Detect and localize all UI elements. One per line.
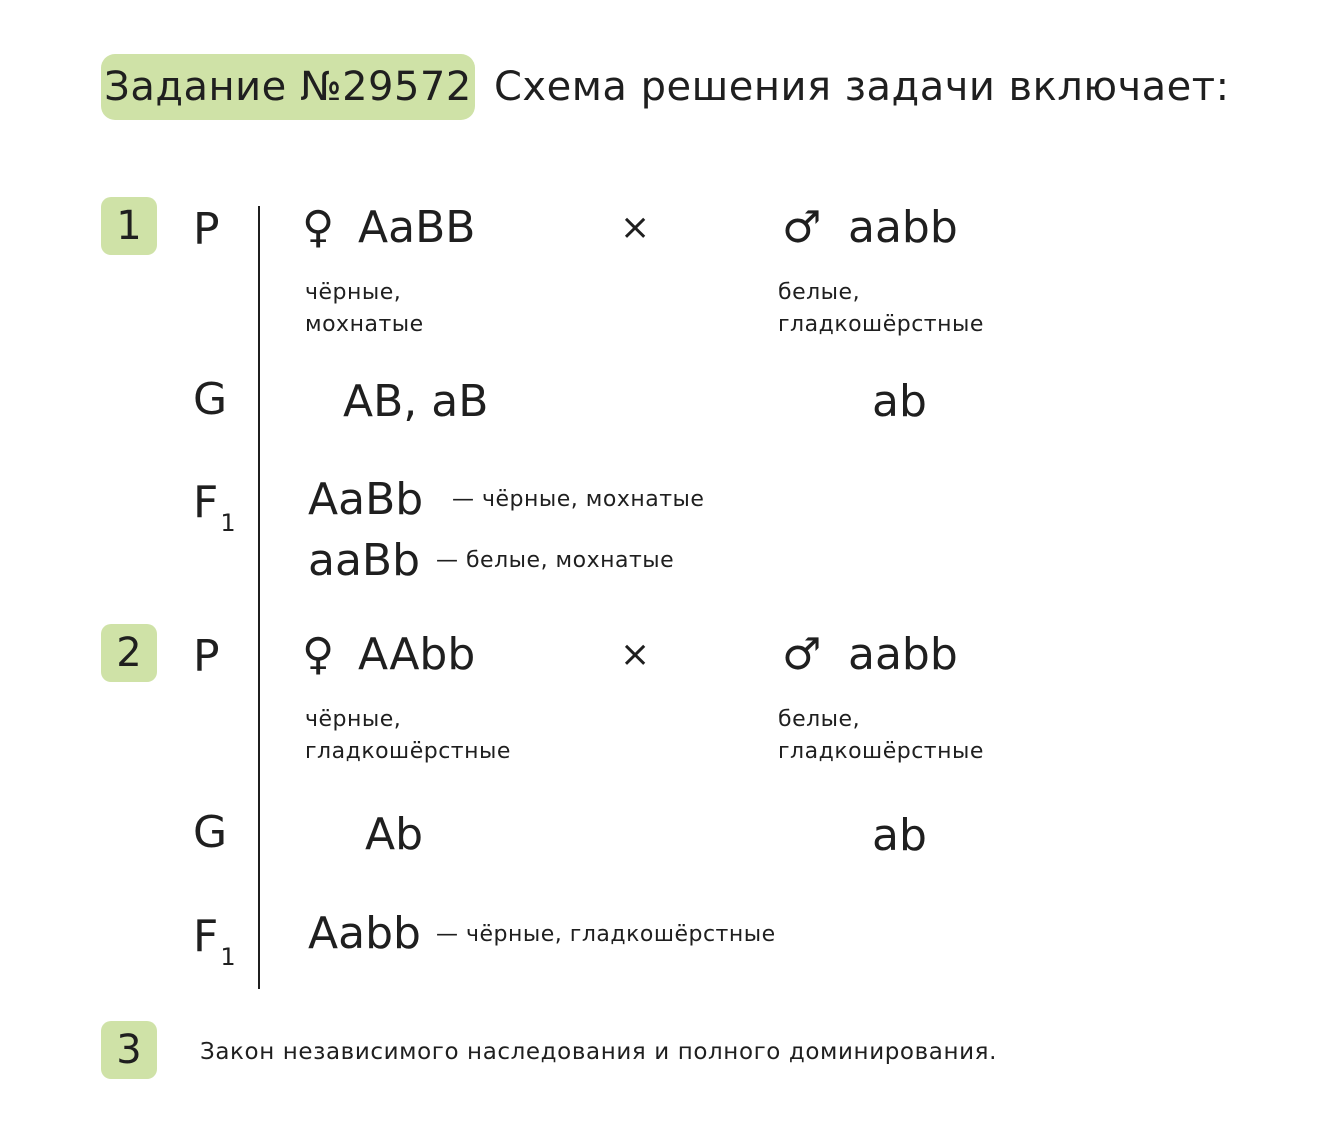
- step-1-female-gametes: AB, aB: [343, 376, 489, 427]
- step-1-female-phenotype-line-1: чёрные,: [305, 280, 402, 305]
- step-1-parents-label: P: [193, 204, 220, 255]
- female-symbol-icon: ♀: [302, 202, 335, 253]
- male-symbol-icon: ♂: [782, 629, 822, 680]
- cross-symbol-icon: ×: [620, 634, 651, 675]
- step-1-f1-label: $F_1$: [193, 477, 236, 537]
- step-1-male-phenotype-line-2: гладкошёрстные: [778, 312, 984, 337]
- step-1-male-gametes: ab: [872, 376, 927, 427]
- step-2-f1-phenotype-1: — чёрные, гладкошёрстные: [436, 922, 776, 947]
- step-1-female-phenotype-line-2: мохнатые: [305, 312, 424, 337]
- step-1-f1-genotype-2: aaBb: [308, 535, 421, 586]
- step-3-conclusion-text: Закон независимого наследования и полного доминирования.: [200, 1039, 997, 1065]
- step-2-gametes-label: G: [193, 807, 228, 858]
- step-2-female-genotype: AAbb: [358, 629, 476, 680]
- step-2-f1-genotype-1: Aabb: [308, 908, 421, 959]
- step-2-parents-label: P: [193, 631, 220, 682]
- step-2-male-phenotype-line-1: белые,: [778, 707, 861, 732]
- cross-symbol-icon: ×: [620, 207, 651, 248]
- step-1-f1-phenotype-2: — белые, мохнатые: [436, 548, 675, 573]
- step-2-male-gametes: ab: [872, 810, 927, 861]
- step-2-f1-label: $F_1$: [193, 911, 236, 971]
- step-1-male-genotype: aabb: [848, 202, 958, 253]
- step-3-badge: 3: [101, 1021, 157, 1079]
- step-2-female-phenotype-line-2: гладкошёрстные: [305, 739, 511, 764]
- scheme-divider-line: [258, 206, 260, 989]
- step-2-male-genotype: aabb: [848, 629, 958, 680]
- step-1-badge: 1: [101, 197, 157, 255]
- step-2-badge: 2: [101, 624, 157, 682]
- step-1-f1-genotype-1: AaBb: [308, 474, 424, 525]
- step-2-male-phenotype-line-2: гладкошёрстные: [778, 739, 984, 764]
- step-1-f1-phenotype-1: — чёрные, мохнатые: [452, 487, 705, 512]
- step-1-female-genotype: AaBB: [358, 202, 476, 253]
- step-1-gametes-label: G: [193, 374, 228, 425]
- page-title: Схема решения задачи включает:: [494, 64, 1230, 110]
- female-symbol-icon: ♀: [302, 629, 335, 680]
- task-number-badge: Задание №29572: [101, 54, 475, 120]
- step-2-female-phenotype-line-1: чёрные,: [305, 707, 402, 732]
- male-symbol-icon: ♂: [782, 202, 822, 253]
- step-2-female-gametes: Ab: [365, 809, 424, 860]
- step-1-male-phenotype-line-1: белые,: [778, 280, 861, 305]
